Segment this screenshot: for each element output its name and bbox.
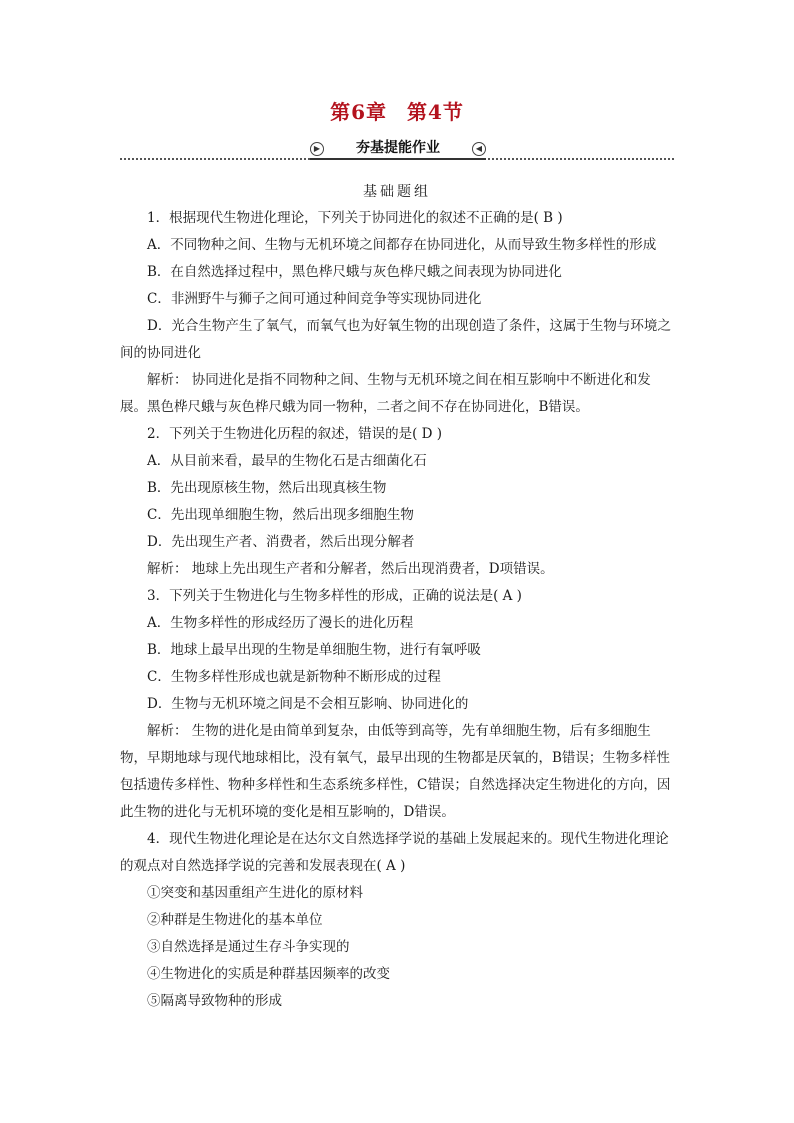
question-1-option-c: C．非洲野牛与狮子之间可通过种间竞争等实现协同进化 (147, 291, 482, 307)
arrow-right-icon: ▶ (310, 142, 324, 156)
question-4-item-4: ④生物进化的实质是种群基因频率的改变 (147, 966, 390, 982)
question-2-option-d: D．先出现生产者、消费者，然后出现分解者 (147, 534, 415, 550)
question-2-option-b: B．先出现原核生物，然后出现真核生物 (147, 480, 387, 496)
question-2-option-c: C．先出现单细胞生物，然后出现多细胞生物 (147, 507, 414, 523)
question-4-item-3: ③自然选择是通过生存斗争实现的 (147, 939, 350, 955)
question-2-option-a: A．从目前来看，最早的生物化石是古细菌化石 (147, 453, 427, 469)
question-1-option-d: D．光合生物产生了氧气，而氧气也为好氧生物的出现创造了条件，这属于生物与环境之间的协同进化 (120, 318, 671, 361)
question-3-option-b: B．地球上最早出现的生物是单细胞生物，进行有氧呼吸 (147, 642, 481, 658)
question-4-item-2: ②种群是生物进化的基本单位 (147, 912, 323, 928)
arrow-left-icon: ◀ (472, 142, 486, 156)
question-4-item-1: ①突变和基因重组产生进化的原材料 (147, 885, 363, 901)
section-banner (120, 137, 674, 159)
section-label: 第4节 (406, 100, 464, 124)
chapter-title (0, 96, 794, 125)
chapter-label: 第6章 (330, 100, 388, 124)
question-1-analysis: 解析： 协同进化是指不同物种之间、生物与无机环境之间在相互影响中不断进化和发展。黑色桦尺蛾与灰色桦尺蛾为同一物种，二者之间不存在协同进化，B错误。 (120, 372, 651, 415)
question-1-option-a: A．不同物种之间、生物与无机环境之间都存在协同进化，从而导致生物多样性的形成 (147, 237, 657, 253)
question-3-analysis: 解析： 生物的进化是由简单到复杂，由低等到高等，先有单细胞生物，后有多细胞生物，早期地球与现代地球相比，没有氧气，最早出现的生物都是厌氧的，B错误；生物多样性包括遗传多样性、物种多样性和生态系统多样性，C错误；自然选择决定生物进化的方向，因此生物的进化与无机环境的变化是相互影响的，D错误。 (120, 723, 671, 820)
question-2-analysis: 解析： 地球上先出现生产者和分解者，然后出现消费者，D项错误。 (147, 561, 554, 577)
banner-title: 夯基提能作业 (310, 137, 486, 159)
question-1-option-b: B．在自然选择过程中，黑色桦尺蛾与灰色桦尺蛾之间表现为协同进化 (147, 264, 562, 280)
question-3-option-a: A．生物多样性的形成经历了漫长的进化历程 (147, 615, 414, 631)
question-3-option-c: C．生物多样性形成也就是新物种不断形成的过程 (147, 669, 441, 685)
question-3-option-d: D．生物与无机环境之间是不会相互影响、协同进化的 (147, 696, 469, 712)
question-4-stem: 4．现代生物进化理论是在达尔文自然选择学说的基础上发展起来的。现代生物进化理论的观点对自然选择学说的完善和发展表现在( A ) (120, 831, 669, 874)
question-list (120, 205, 676, 1015)
group-title: 基础题组 (363, 184, 431, 200)
question-1-stem: 1．根据现代生物进化理论，下列关于协同进化的叙述不正确的是( B ) (147, 210, 563, 226)
question-2-stem: 2．下列关于生物进化历程的叙述，错误的是( D ) (147, 426, 443, 442)
question-4-item-5: ⑤隔离导致物种的形成 (147, 993, 282, 1009)
question-3-stem: 3．下列关于生物进化与生物多样性的形成，正确的说法是( A ) (147, 588, 522, 604)
